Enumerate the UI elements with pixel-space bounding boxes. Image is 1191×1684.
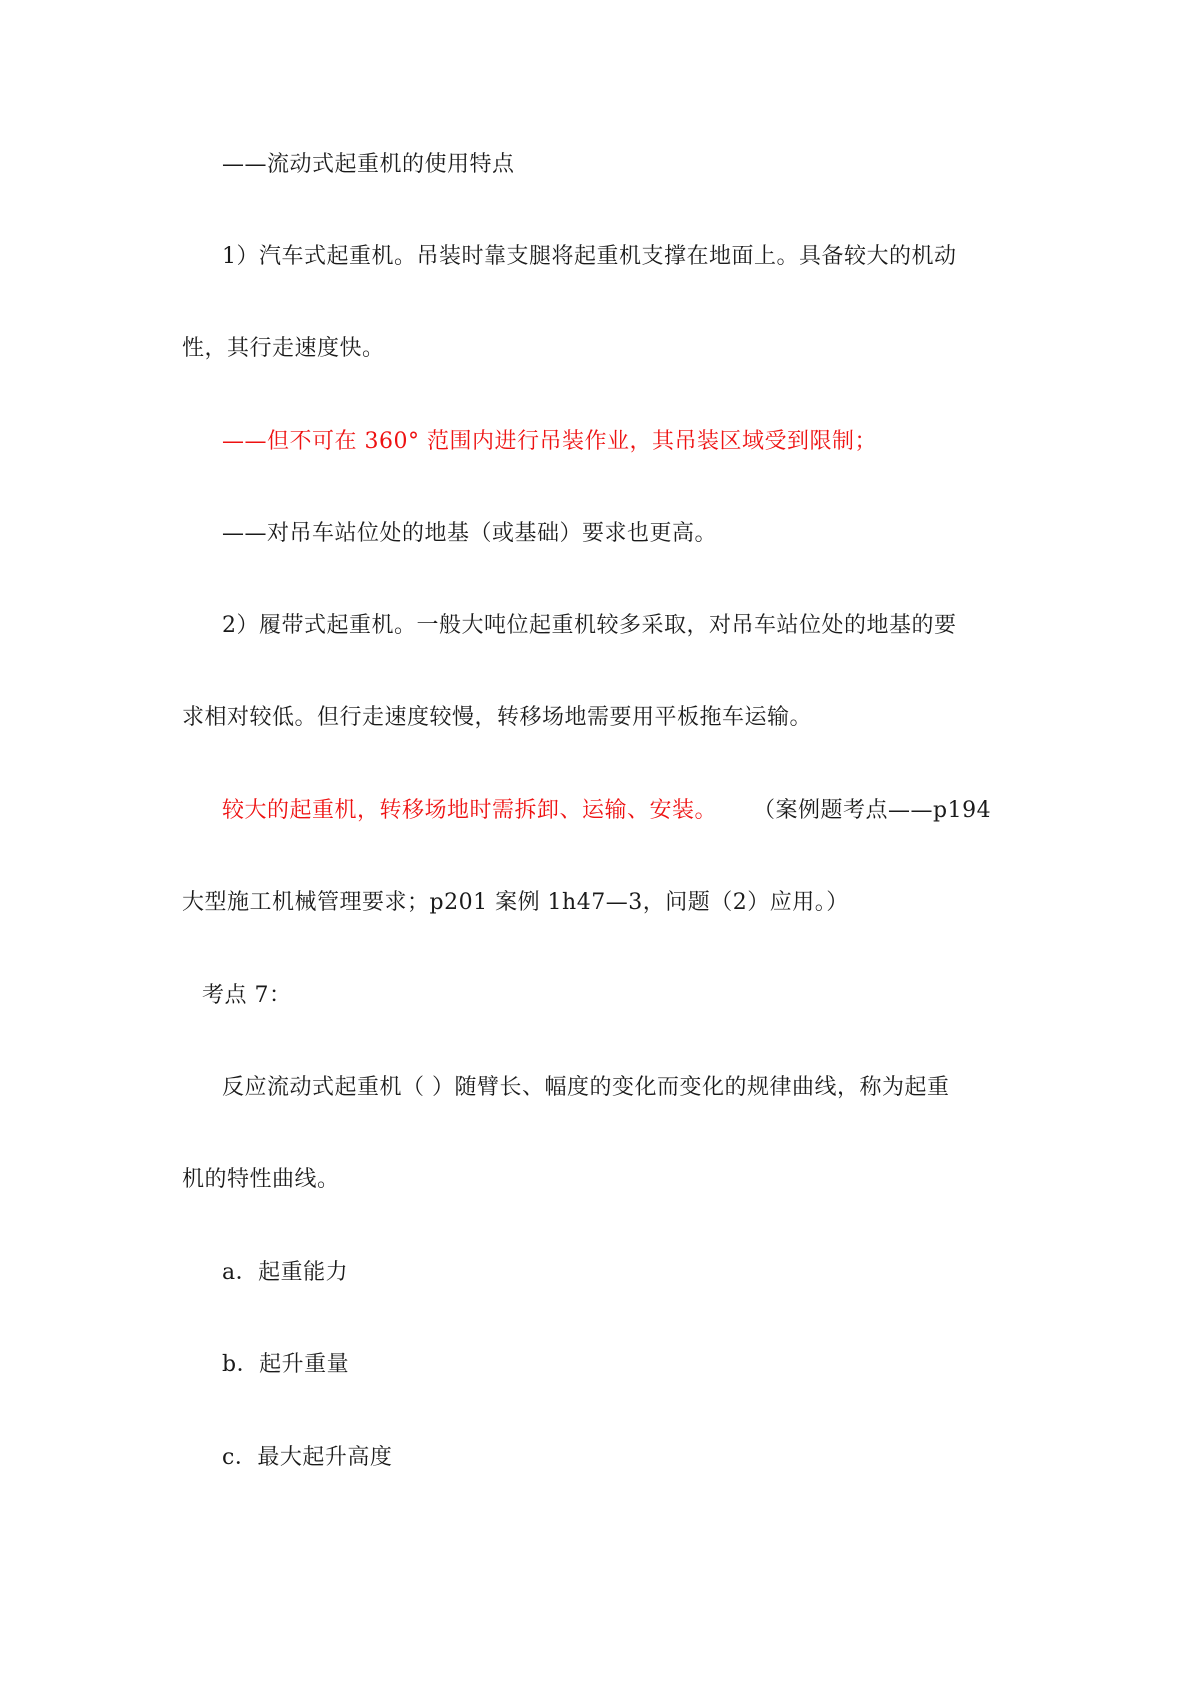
- exam-point-label: 考点 7：: [202, 983, 292, 1008]
- paragraph-crawler-crane-line-2: 求相对较低。但行走速度较慢，转移场地需要用平板拖车运输。: [182, 705, 813, 730]
- option-a: a．起重能力: [222, 1260, 349, 1285]
- paragraph-truck-crane-line-2: 性，其行走速度快。: [182, 336, 385, 361]
- option-c: c．最大起升高度: [222, 1445, 393, 1470]
- paragraph-foundation-requirement: ——对吊车站位处的地基（或基础）要求也更高。: [222, 521, 718, 546]
- section-heading: ——流动式起重机的使用特点: [222, 152, 515, 177]
- highlight-restriction-note: ——但不可在 360° 范围内进行吊装作业，其吊装区域受到限制；: [222, 429, 877, 454]
- paragraph-truck-crane-line-1: 1）汽车式起重机。吊装时靠支腿将起重机支撑在地面上。具备较大的机动: [222, 244, 957, 269]
- case-reference-continuation: 大型施工机械管理要求；p201 案例 1h47—3，问题（2）应用。）: [182, 890, 849, 915]
- option-b: b．起升重量: [222, 1352, 350, 1377]
- paragraph-crawler-crane-line-1: 2）履带式起重机。一般大吨位起重机较多采取，对吊车站位处的地基的要: [222, 613, 957, 638]
- case-reference-note: （案例题考点——p194: [753, 798, 992, 823]
- question-stem-line-2: 机的特性曲线。: [182, 1167, 340, 1192]
- highlight-disassembly-note: 较大的起重机，转移场地时需拆卸、运输、安装。: [222, 798, 718, 823]
- question-stem-line-1: 反应流动式起重机（ ）随臂长、幅度的变化而变化的规律曲线，称为起重: [222, 1075, 950, 1100]
